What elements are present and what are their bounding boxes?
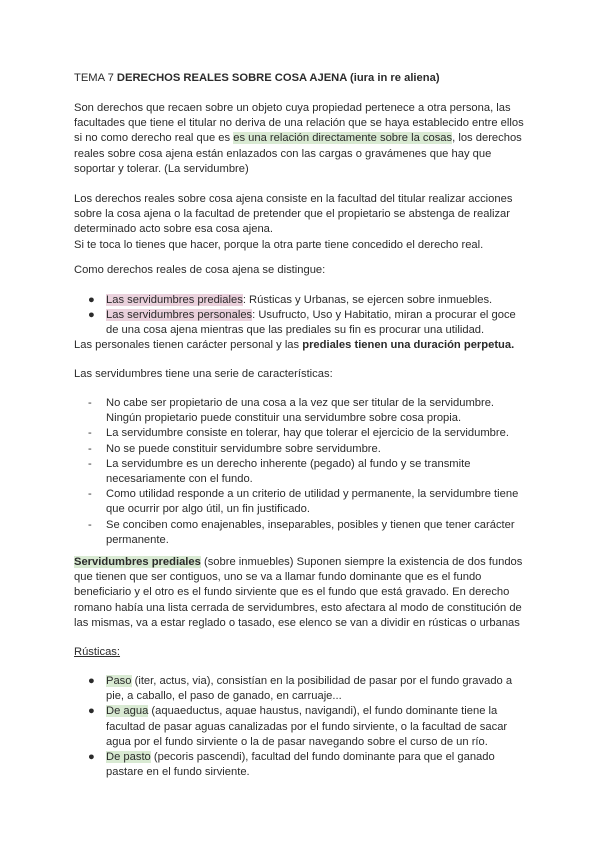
list-item <box>74 308 528 338</box>
intro-text-2: , los derechos reales sobre cosa ajena están enlazados con las cargas o gravámenes que hay que soportar y tolerar. (La servidumbre) <box>74 132 522 175</box>
type-text: : Usufructo, Uso y Habitatio, miran a procurar el goce de una cosa ajena mientras que las prediales su fin es procurar una utilidad. <box>106 309 516 337</box>
rusticas-heading: Rústicas: <box>74 646 121 658</box>
type-text: : Rústicas y Urbanas, se ejercen sobre inmuebles. <box>242 294 493 306</box>
definition-text: Los derechos reales sobre cosa ajena consiste en la facultad del titular realizar acciones sobre la cosa ajena o la facultad de pretender que el propietario se abstenga de realizar determinado acto sobre esa cosa ajena. <box>74 193 513 236</box>
rustica-label: Paso <box>106 675 132 687</box>
characteristic-text: No se puede constituir servidumbre sobre servidumbre. <box>106 442 381 455</box>
title-bold: DERECHOS REALES SOBRE COSA AJENA (iura in re aliena) <box>116 72 440 84</box>
intro-paragraph <box>74 101 528 177</box>
characteristic-text: La servidumbre consiste en tolerar, hay que tolerar el ejercicio de la servidumbre. <box>106 427 509 440</box>
bullet-marker: ● <box>88 309 95 322</box>
distinction-intro: Como derechos reales de cosa ajena se distingue: <box>74 264 326 276</box>
dash-marker: - <box>88 488 92 501</box>
prediales-text: (sobre inmuebles) Suponen siempre la existencia de dos fundos que tienen que ser contiguos, uno se va a llamar fundo dominante que es el fundo beneficiario y el otro es el fundo sirviente que es el fundo que está gravado. En derecho romano había una lista cerrada de servidumbres, esto afectara al modo de constitución de las mismas, va a estar reglado o tasado, ese elenco se van a dividir en rústicas o urbanas <box>74 556 523 629</box>
duration-bold: prediales tienen una duración perpetua. <box>302 339 515 351</box>
list-item <box>74 487 528 517</box>
type-label: Las servidumbres personales <box>106 309 253 322</box>
rusticas-list <box>74 674 528 780</box>
duration-paragraph <box>74 338 528 353</box>
list-item <box>74 426 528 441</box>
bullet-marker: ● <box>88 751 95 764</box>
rustica-text: (iter, actus, via), consistían en la posibilidad de pasar por el fundo gravado a pie, a caballo, el paso de ganado, en carruaje... <box>106 675 513 703</box>
characteristics-intro: Las servidumbres tiene una serie de características: <box>74 368 333 380</box>
characteristic-text: Se conciben como enajenables, inseparables, posibles y tienen que tener carácter permanente. <box>106 518 515 546</box>
intro-text-1: Son derechos que recaen sobre un objeto cuya propiedad pertenece a otra persona, las facultades que tiene el titular no deriva de una relación que se haya establecido entre ellos si no como derecho real que es <box>74 102 524 145</box>
intro-highlight: es una relación directamente sobre la cosas <box>233 132 453 145</box>
list-item <box>74 704 528 750</box>
duration-text: Las personales tienen carácter personal y las <box>74 339 303 351</box>
list-item <box>74 750 528 780</box>
types-list <box>74 293 528 339</box>
rustica-label: De agua <box>106 705 149 718</box>
dash-marker: - <box>88 427 92 440</box>
dash-marker: - <box>88 397 92 409</box>
rustica-label: De pasto <box>106 751 151 764</box>
bullet-marker: ● <box>88 705 95 718</box>
rustica-text: (pecoris pascendi), facultad del fundo dominante para que el ganado pastare en el fundo sirviente. <box>106 751 495 779</box>
list-item <box>74 457 528 487</box>
title-prefix: TEMA 7 <box>74 72 117 84</box>
dash-marker: - <box>88 442 92 455</box>
document-title <box>74 71 528 86</box>
prediales-heading: Servidumbres prediales <box>74 556 201 568</box>
characteristics-list <box>74 396 528 548</box>
list-item <box>74 293 528 308</box>
bullet-marker: ● <box>88 675 95 687</box>
list-item <box>74 674 528 704</box>
definition-paragraph <box>74 192 528 253</box>
rustica-text: (aquaeductus, aquae haustus, navigandi), el fundo dominante tiene la facultad de pasar aguas canalizadas por el fundo sirviente, o la facultad de sacar agua por el fundo sirviente o la de pasar navegando sobre el curso de un río. <box>106 705 508 748</box>
characteristic-text: La servidumbre es un derecho inherente (pegado) al fundo y se transmite necesariamente con el fundo. <box>106 457 471 486</box>
list-item <box>74 396 528 426</box>
bullet-marker: ● <box>88 294 95 306</box>
list-item <box>74 442 528 457</box>
dash-marker: - <box>88 457 92 470</box>
list-item <box>74 518 528 548</box>
prediales-paragraph <box>74 555 528 631</box>
type-label: Las servidumbres prediales <box>106 294 243 306</box>
dash-marker: - <box>88 518 92 531</box>
definition-line2: Si te toca lo tienes que hacer, porque la otra parte tiene concedido el derecho real. <box>74 238 484 251</box>
characteristic-text: No cabe ser propietario de una cosa a la vez que ser titular de la servidumbre. Ningún propietario puede constituir una servidumbre sobre cosa propia. <box>106 397 495 425</box>
characteristic-text: Como utilidad responde a un criterio de utilidad y permanente, la servidumbre tiene que ocurrir por algo útil, un fin justificado. <box>106 488 519 516</box>
